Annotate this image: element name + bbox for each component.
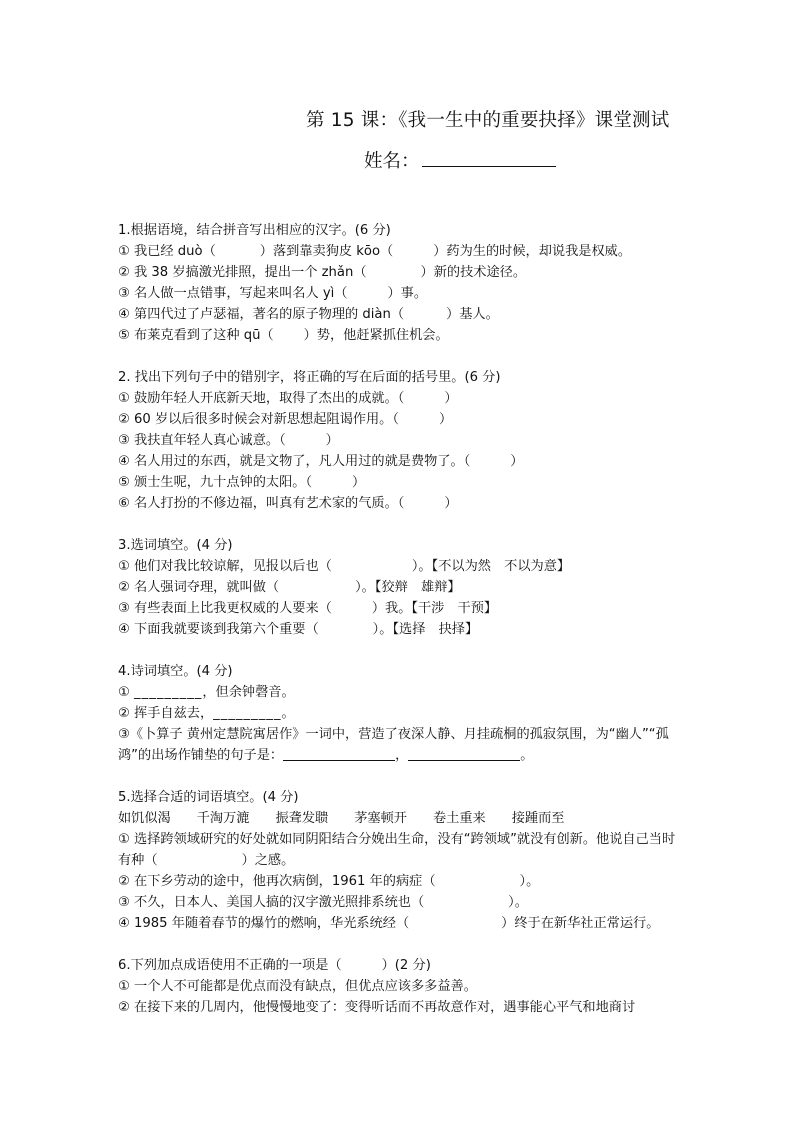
- question-item: ① 一个人不可能都是优点而没有缺点，但优点应该多多益善。: [118, 979, 477, 994]
- question-item: ④ 名人用过的东西，就是文物了，凡人用过的就是费物了。（ ）: [118, 454, 524, 469]
- question-item: ⑤ 布莱克看到了这种 qū（ ）势，他赶紧抓住机会。: [118, 328, 449, 343]
- question-header: 5.选择合适的词语填空。(4 分): [118, 790, 299, 805]
- question-header: 2. 找出下列句子中的错别字，将正确的写在后面的括号里。(6 分): [118, 370, 501, 385]
- poem-blank[interactable]: _________: [213, 706, 282, 721]
- question-4: [118, 661, 684, 766]
- question-item: ① 选择跨领域研究的好处就如同阴阳结合分娩出生命，没有“跨领域”就没有创新。他说自己当时有种（ ）之感。: [118, 832, 676, 868]
- question-item: ② 挥手自兹去，_________。: [118, 706, 295, 721]
- question-item: ⑥ 名人打扮的不修边福，叫真有艺术家的气质。（ ）: [118, 496, 458, 511]
- poem-blank[interactable]: [283, 746, 395, 761]
- word-bank: [118, 808, 684, 829]
- question-item: ③《卜算子 黄州定慧院寓居作》一词中，营造了夜深人静、月挂疏桐的孤寂氛围，为“幽人”“孤鸿”的出场作铺垫的句子是： ， 。: [118, 727, 669, 763]
- question-header: 4.诗词填空。(4 分): [118, 664, 233, 679]
- question-item: ③ 不久，日本人、美国人搞的汉字激光照排系统也（ ）。: [118, 895, 528, 910]
- question-item: ③ 名人做一点错事，写起来叫名人 yì（ ）事。: [118, 286, 428, 301]
- question-header: 6.下列加点成语使用不正确的一项是（ ）(2 分): [118, 958, 431, 973]
- name-field-line: [364, 147, 556, 173]
- question-item: ③ 有些表面上比我更权威的人要来（ ）我。【干涉 干预】: [118, 601, 498, 616]
- question-3: [118, 535, 684, 640]
- question-item: ② 名人强词夺理，就叫做（ ）。【狡辩 雄辩】: [118, 580, 461, 595]
- question-item: ① 鼓励年轻人开底新天地，取得了杰出的成就。（ ）: [118, 391, 458, 406]
- word-option: 卷土重来: [433, 811, 486, 826]
- question-item: ① 他们对我比较谅解，见报以后也（ ）。【不以为然 不以为意】: [118, 559, 571, 574]
- question-item: ② 我 38 岁搞激光排照，提出一个 zhǎn（ ）新的技术途径。: [118, 265, 527, 280]
- question-header: 3.选词填空。(4 分): [118, 538, 233, 553]
- question-item: ① _________，但余钟磬音。: [118, 685, 295, 700]
- question-item: ② 在下乡劳动的途中，他再次病倒，1961 年的病症（ ）。: [118, 874, 540, 889]
- question-item: ③ 我扶直年轻人真心诚意。（ ）: [118, 433, 339, 448]
- question-item: ④ 1985 年随着春节的爆竹的燃响，华光系统经（ ）终于在新华社正常运行。: [118, 916, 660, 931]
- question-6: [118, 955, 684, 1018]
- word-option: 千淘万漉: [196, 811, 250, 826]
- test-content: [118, 220, 684, 1039]
- name-label: 姓名：: [364, 151, 420, 172]
- question-item: ④ 第四代过了卢瑟福，著名的原子物理的 diàn（ ）基人。: [118, 307, 499, 322]
- name-blank[interactable]: [422, 148, 556, 167]
- word-option: 接踵而至: [511, 811, 565, 826]
- question-header: 1.根据语境，结合拼音写出相应的汉字。(6 分): [118, 223, 391, 238]
- question-item: ① 我已经 duò（ ）落到靠卖狗皮 kōo（ ）药为生的时候，却说我是权威。: [118, 244, 632, 259]
- question-5: [118, 787, 684, 934]
- poem-blank[interactable]: _________: [134, 685, 203, 700]
- question-item: ② 在接下来的几周内，他慢慢地变了：变得听话而不再故意作对，遇事能心平气和地商讨: [118, 1000, 636, 1015]
- question-2: [118, 367, 684, 514]
- question-1: [118, 220, 684, 346]
- poem-blank[interactable]: [408, 746, 520, 761]
- word-option: 如饥似渴: [118, 811, 171, 826]
- word-option: 振聋发聩: [275, 811, 329, 826]
- word-option: 茅塞顿开: [354, 811, 407, 826]
- question-item: ② 60 岁以后很多时候会对新思想起阻谒作用。（ ）: [118, 412, 453, 427]
- question-item: ⑤ 颁士生呢，九十点钟的太阳。（ ）: [118, 475, 366, 490]
- page-title: 第 15 课：《我一生中的重要抉择》课堂测试: [306, 110, 670, 131]
- question-item: ④ 下面我就要谈到我第六个重要（ ）。【选择 抉择】: [118, 622, 479, 637]
